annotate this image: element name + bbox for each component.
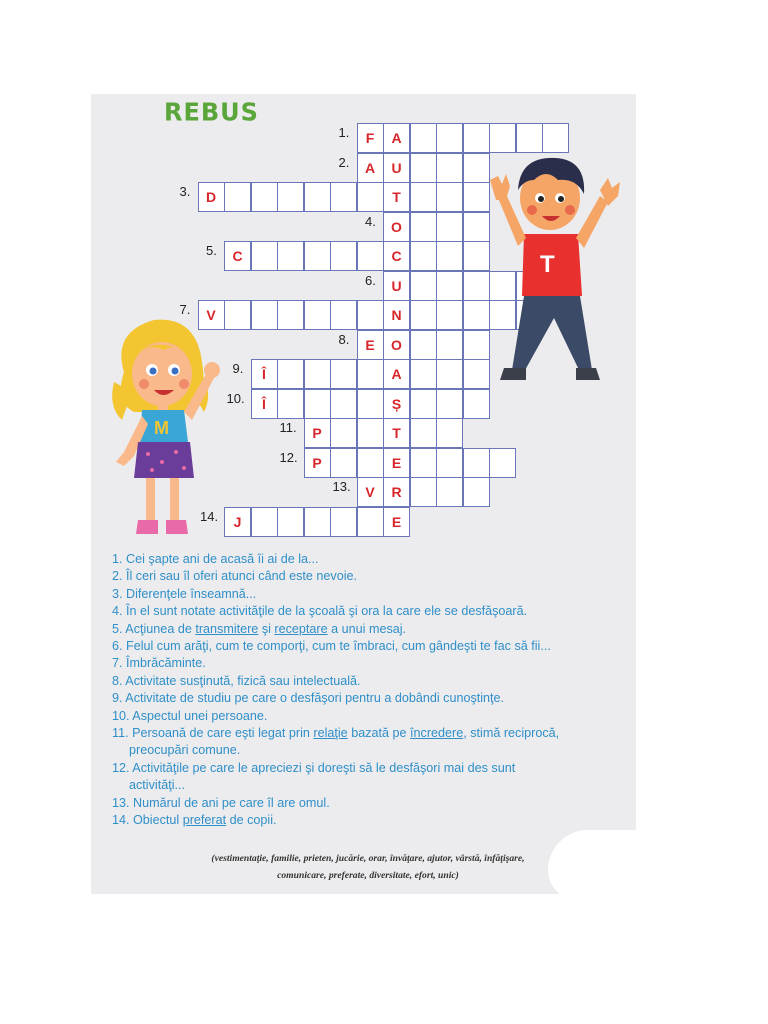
- row-number: 14.: [200, 508, 219, 524]
- key-column-cell[interactable]: O: [383, 330, 410, 360]
- boy-illustration: [488, 150, 633, 390]
- row-number: 4.: [365, 213, 376, 229]
- row-number: 13.: [332, 479, 351, 494]
- word-bank: [168, 850, 568, 884]
- grid-cell[interactable]: [251, 182, 278, 212]
- clue-item: 1. Cei şapte ani de acasă îi ai de la...: [112, 552, 319, 566]
- word-bank-line: comunicare, preferate, diversitate, efort, unic): [277, 870, 459, 881]
- grid-cell[interactable]: [542, 123, 569, 153]
- clue-list: [112, 551, 612, 830]
- clue-underlined-word: transmitere: [195, 621, 259, 636]
- grid-cell[interactable]: V: [357, 477, 384, 507]
- grid-cell[interactable]: [410, 241, 437, 271]
- grid-cell[interactable]: [463, 271, 490, 301]
- row-number: 3.: [179, 184, 191, 199]
- grid-cell[interactable]: [436, 271, 463, 301]
- grid-cell[interactable]: [410, 182, 437, 212]
- grid-cell[interactable]: [410, 477, 437, 507]
- grid-cell[interactable]: [224, 182, 251, 212]
- grid-cell[interactable]: [277, 300, 304, 330]
- grid-cell[interactable]: [277, 389, 304, 419]
- grid-cell[interactable]: [357, 389, 384, 419]
- row-number: 11.: [279, 420, 297, 435]
- grid-cell[interactable]: [436, 153, 463, 183]
- grid-cell[interactable]: [436, 359, 463, 389]
- clue-text: şi: [258, 621, 275, 636]
- key-column-cell[interactable]: C: [383, 241, 410, 271]
- grid-cell[interactable]: [330, 300, 357, 330]
- grid-cell[interactable]: [436, 212, 463, 242]
- row-number: 12.: [279, 449, 298, 465]
- grid-cell[interactable]: [251, 241, 278, 271]
- key-column-cell[interactable]: N: [383, 300, 410, 330]
- word-bank-line: (vestimentaţie, familie, prieten, jucărie, orar, învăţare, ajutor, vârstă, înfăţişare,: [211, 853, 525, 864]
- row-number: 6.: [365, 272, 376, 288]
- clue-item: 2. Îl ceri sau îl oferi atunci când este nevoie.: [112, 569, 358, 584]
- grid-cell[interactable]: [357, 359, 384, 389]
- key-column-cell[interactable]: T: [383, 182, 410, 212]
- grid-cell[interactable]: [251, 300, 278, 330]
- clue-text: 11. Persoană de care eşti legat prin: [112, 726, 314, 741]
- clue-item: 8. Activitate susţinută, fizică sau intelectuală.: [112, 673, 361, 688]
- clue-continuation: preocupări comune.: [129, 743, 241, 758]
- grid-cell[interactable]: [463, 300, 490, 330]
- boy-shirt-letter: T: [540, 251, 555, 278]
- grid-cell[interactable]: [330, 507, 357, 537]
- grid-cell[interactable]: [410, 448, 437, 478]
- clue-item: [112, 812, 612, 829]
- clue-item: 9. Activitate de studiu pe care o desfăşori pentru a dobândi cunoştinţe.: [112, 691, 505, 706]
- grid-cell[interactable]: [436, 448, 463, 478]
- row-number: 7.: [179, 302, 191, 317]
- clue-continuation: activităţi...: [129, 778, 185, 793]
- grid-cell[interactable]: [489, 123, 516, 153]
- clue-text: 14. Obiectul: [112, 813, 183, 828]
- grid-cell[interactable]: [304, 507, 331, 537]
- key-column-cell[interactable]: T: [383, 418, 410, 448]
- grid-cell[interactable]: D: [198, 182, 225, 212]
- clue-text: 12. Activităţile pe care le apreciezi şi doreşti să le desfăşori mai des sunt: [112, 760, 516, 775]
- grid-cell[interactable]: [304, 182, 331, 212]
- clue-underlined-word: relaţie: [313, 726, 348, 741]
- grid-cell[interactable]: [304, 359, 331, 389]
- clue-text: a unui mesaj.: [327, 621, 407, 636]
- grid-cell[interactable]: [357, 507, 384, 537]
- grid-cell[interactable]: [357, 448, 384, 478]
- grid-cell[interactable]: [410, 389, 437, 419]
- grid-cell[interactable]: [463, 330, 490, 360]
- grid-cell[interactable]: [277, 507, 304, 537]
- key-column-cell[interactable]: E: [383, 507, 410, 537]
- grid-cell[interactable]: [463, 359, 490, 389]
- key-column-cell[interactable]: A: [383, 359, 410, 389]
- key-column-cell[interactable]: A: [383, 123, 410, 153]
- grid-cell[interactable]: F: [357, 123, 384, 153]
- girl-shirt-letter: M: [154, 418, 169, 438]
- grid-cell[interactable]: Î: [251, 389, 278, 419]
- grid-cell[interactable]: [463, 212, 490, 242]
- key-column-cell[interactable]: E: [383, 448, 410, 478]
- grid-cell[interactable]: [410, 123, 437, 153]
- grid-cell[interactable]: [277, 359, 304, 389]
- grid-cell[interactable]: [436, 418, 463, 448]
- grid-cell[interactable]: [357, 418, 384, 448]
- grid-cell[interactable]: V: [198, 300, 225, 330]
- grid-cell[interactable]: [304, 389, 331, 419]
- clue-item: 3. Diferenţele înseamnă...: [112, 586, 257, 601]
- grid-cell[interactable]: [330, 418, 357, 448]
- grid-cell[interactable]: [277, 241, 304, 271]
- key-column-cell[interactable]: R: [383, 477, 410, 507]
- grid-cell[interactable]: [436, 123, 463, 153]
- grid-cell[interactable]: [330, 241, 357, 271]
- clue-item: [112, 725, 612, 760]
- grid-cell[interactable]: [330, 448, 357, 478]
- clue-item: [112, 621, 612, 638]
- grid-cell[interactable]: C: [224, 241, 251, 271]
- clue-item: 10. Aspectul unei persoane.: [112, 708, 268, 723]
- grid-cell[interactable]: [304, 300, 331, 330]
- grid-cell[interactable]: [463, 241, 490, 271]
- clue-underlined-word: încredere: [410, 726, 464, 741]
- grid-cell[interactable]: [463, 448, 490, 478]
- grid-cell[interactable]: A: [357, 153, 384, 183]
- grid-cell[interactable]: [436, 300, 463, 330]
- grid-cell[interactable]: [330, 389, 357, 419]
- grid-cell[interactable]: [410, 330, 437, 360]
- row-number: 1.: [338, 125, 350, 140]
- grid-cell[interactable]: [463, 123, 490, 153]
- key-column-cell[interactable]: Ș: [383, 389, 410, 419]
- grid-cell[interactable]: [463, 389, 490, 419]
- grid-cell[interactable]: J: [224, 507, 251, 537]
- key-column-cell[interactable]: U: [383, 271, 410, 301]
- grid-cell[interactable]: [436, 330, 463, 360]
- grid-cell[interactable]: [516, 123, 543, 153]
- grid-cell[interactable]: [436, 241, 463, 271]
- grid-cell[interactable]: P: [304, 418, 331, 448]
- grid-cell[interactable]: [463, 153, 490, 183]
- clue-text: 5. Acţiunea de: [112, 621, 196, 636]
- row-number: 9.: [232, 361, 244, 376]
- grid-cell[interactable]: [410, 271, 437, 301]
- grid-cell[interactable]: [410, 300, 437, 330]
- grid-cell[interactable]: [304, 241, 331, 271]
- grid-cell[interactable]: [410, 418, 437, 448]
- clue-text: de copii.: [226, 813, 277, 828]
- grid-cell[interactable]: Î: [251, 359, 278, 389]
- row-number: 8.: [338, 331, 350, 347]
- grid-cell[interactable]: [251, 507, 278, 537]
- grid-cell[interactable]: [436, 389, 463, 419]
- clue-text: bazată pe: [347, 726, 411, 741]
- grid-cell[interactable]: [410, 153, 437, 183]
- clue-item: 4. În el sunt notate activităţile de la şcoală şi ora la care ele se desfăşoară.: [112, 604, 528, 619]
- clue-item: 13. Numărul de ani pe care îl are omul.: [112, 795, 330, 810]
- grid-cell[interactable]: [463, 182, 490, 212]
- clue-item: 6. Felul cum arăţi, cum te comporţi, cum te îmbraci, cum gândeşti te fac să fii...: [112, 639, 551, 654]
- clue-underlined-word: preferat: [182, 813, 227, 828]
- key-column-cell[interactable]: U: [383, 153, 410, 183]
- row-number: 10.: [226, 390, 245, 406]
- grid-cell[interactable]: [357, 300, 384, 330]
- clue-underlined-word: receptare: [274, 621, 328, 636]
- page-title: REBUS: [164, 97, 259, 127]
- grid-cell[interactable]: [330, 359, 357, 389]
- grid-cell[interactable]: [410, 212, 437, 242]
- row-number: 2.: [338, 154, 350, 170]
- grid-cell[interactable]: [410, 359, 437, 389]
- clue-text: , stimă reciprocă,: [463, 726, 560, 741]
- grid-cell[interactable]: [463, 477, 490, 507]
- key-column-cell[interactable]: O: [383, 212, 410, 242]
- grid-cell[interactable]: [277, 182, 304, 212]
- clue-item: [112, 760, 612, 795]
- grid-cell[interactable]: P: [304, 448, 331, 478]
- grid-cell[interactable]: [489, 448, 516, 478]
- grid-cell[interactable]: [436, 182, 463, 212]
- grid-cell[interactable]: [357, 241, 384, 271]
- grid-cell[interactable]: [330, 182, 357, 212]
- clue-item: 7. Îmbrăcăminte.: [112, 656, 206, 671]
- grid-cell[interactable]: [357, 182, 384, 212]
- girl-illustration: [104, 312, 234, 547]
- grid-cell[interactable]: [436, 477, 463, 507]
- grid-cell[interactable]: E: [357, 330, 384, 360]
- row-number: 5.: [206, 243, 217, 258]
